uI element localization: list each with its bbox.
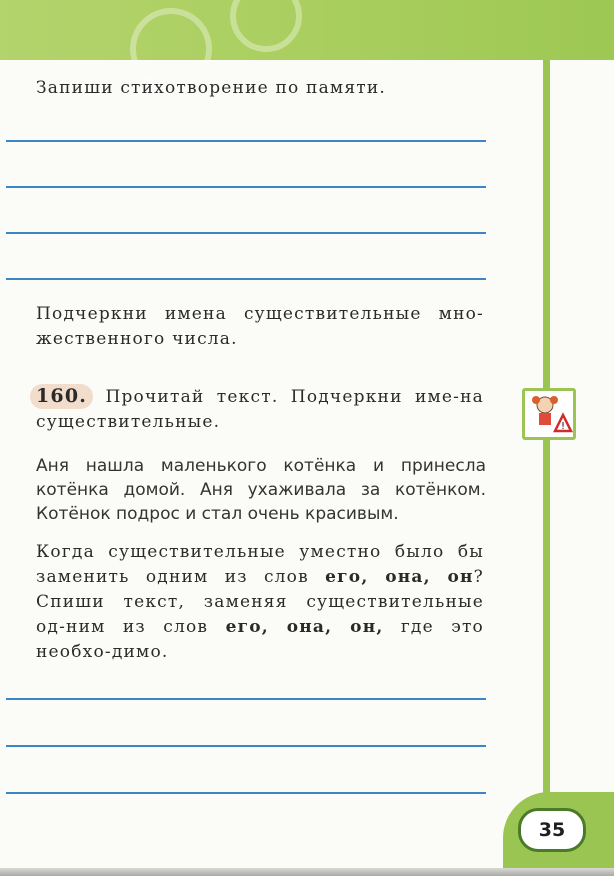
exercise-160-task: Прочитай текст. Подчеркни име-на существительные. (36, 387, 484, 432)
question-part: где это необхо-димо. (36, 617, 484, 662)
exercise-number: 160. (30, 384, 93, 409)
exercise-question (36, 540, 484, 665)
question-part: ? Спиши текст, заменяя существительные од-ним из слов (36, 567, 484, 637)
pronouns-bold: его, она, он (325, 567, 474, 587)
header-band (0, 0, 614, 60)
pronouns-bold: его, она, он, (225, 617, 384, 637)
writing-line[interactable] (6, 232, 486, 234)
writing-line[interactable] (6, 278, 486, 280)
writing-line[interactable] (6, 745, 486, 747)
question-part: Когда существительные уместно было бы заменить одним из слов (36, 542, 484, 587)
girl-warning-sign-icon (522, 388, 576, 440)
instruction-memorize: Запиши стихотворение по памяти. (36, 78, 387, 98)
header-decoration (230, 0, 302, 52)
writing-line[interactable] (6, 792, 486, 794)
page-edge (0, 868, 614, 876)
exercise-text: Аня нашла маленького котёнка и принесла котёнка домой. Аня ухаживала за котёнком. Котёнок подрос и стал очень красивым. (36, 456, 486, 524)
writing-line[interactable] (6, 186, 486, 188)
page-number: 35 (518, 808, 586, 852)
writing-line[interactable] (6, 698, 486, 700)
writing-line[interactable] (6, 140, 486, 142)
exercise-160-instruction (36, 384, 484, 435)
instruction-underline-plural: Подчеркни имена существительные мно-жественного числа. (36, 304, 484, 349)
svg-text:!: ! (560, 421, 566, 432)
